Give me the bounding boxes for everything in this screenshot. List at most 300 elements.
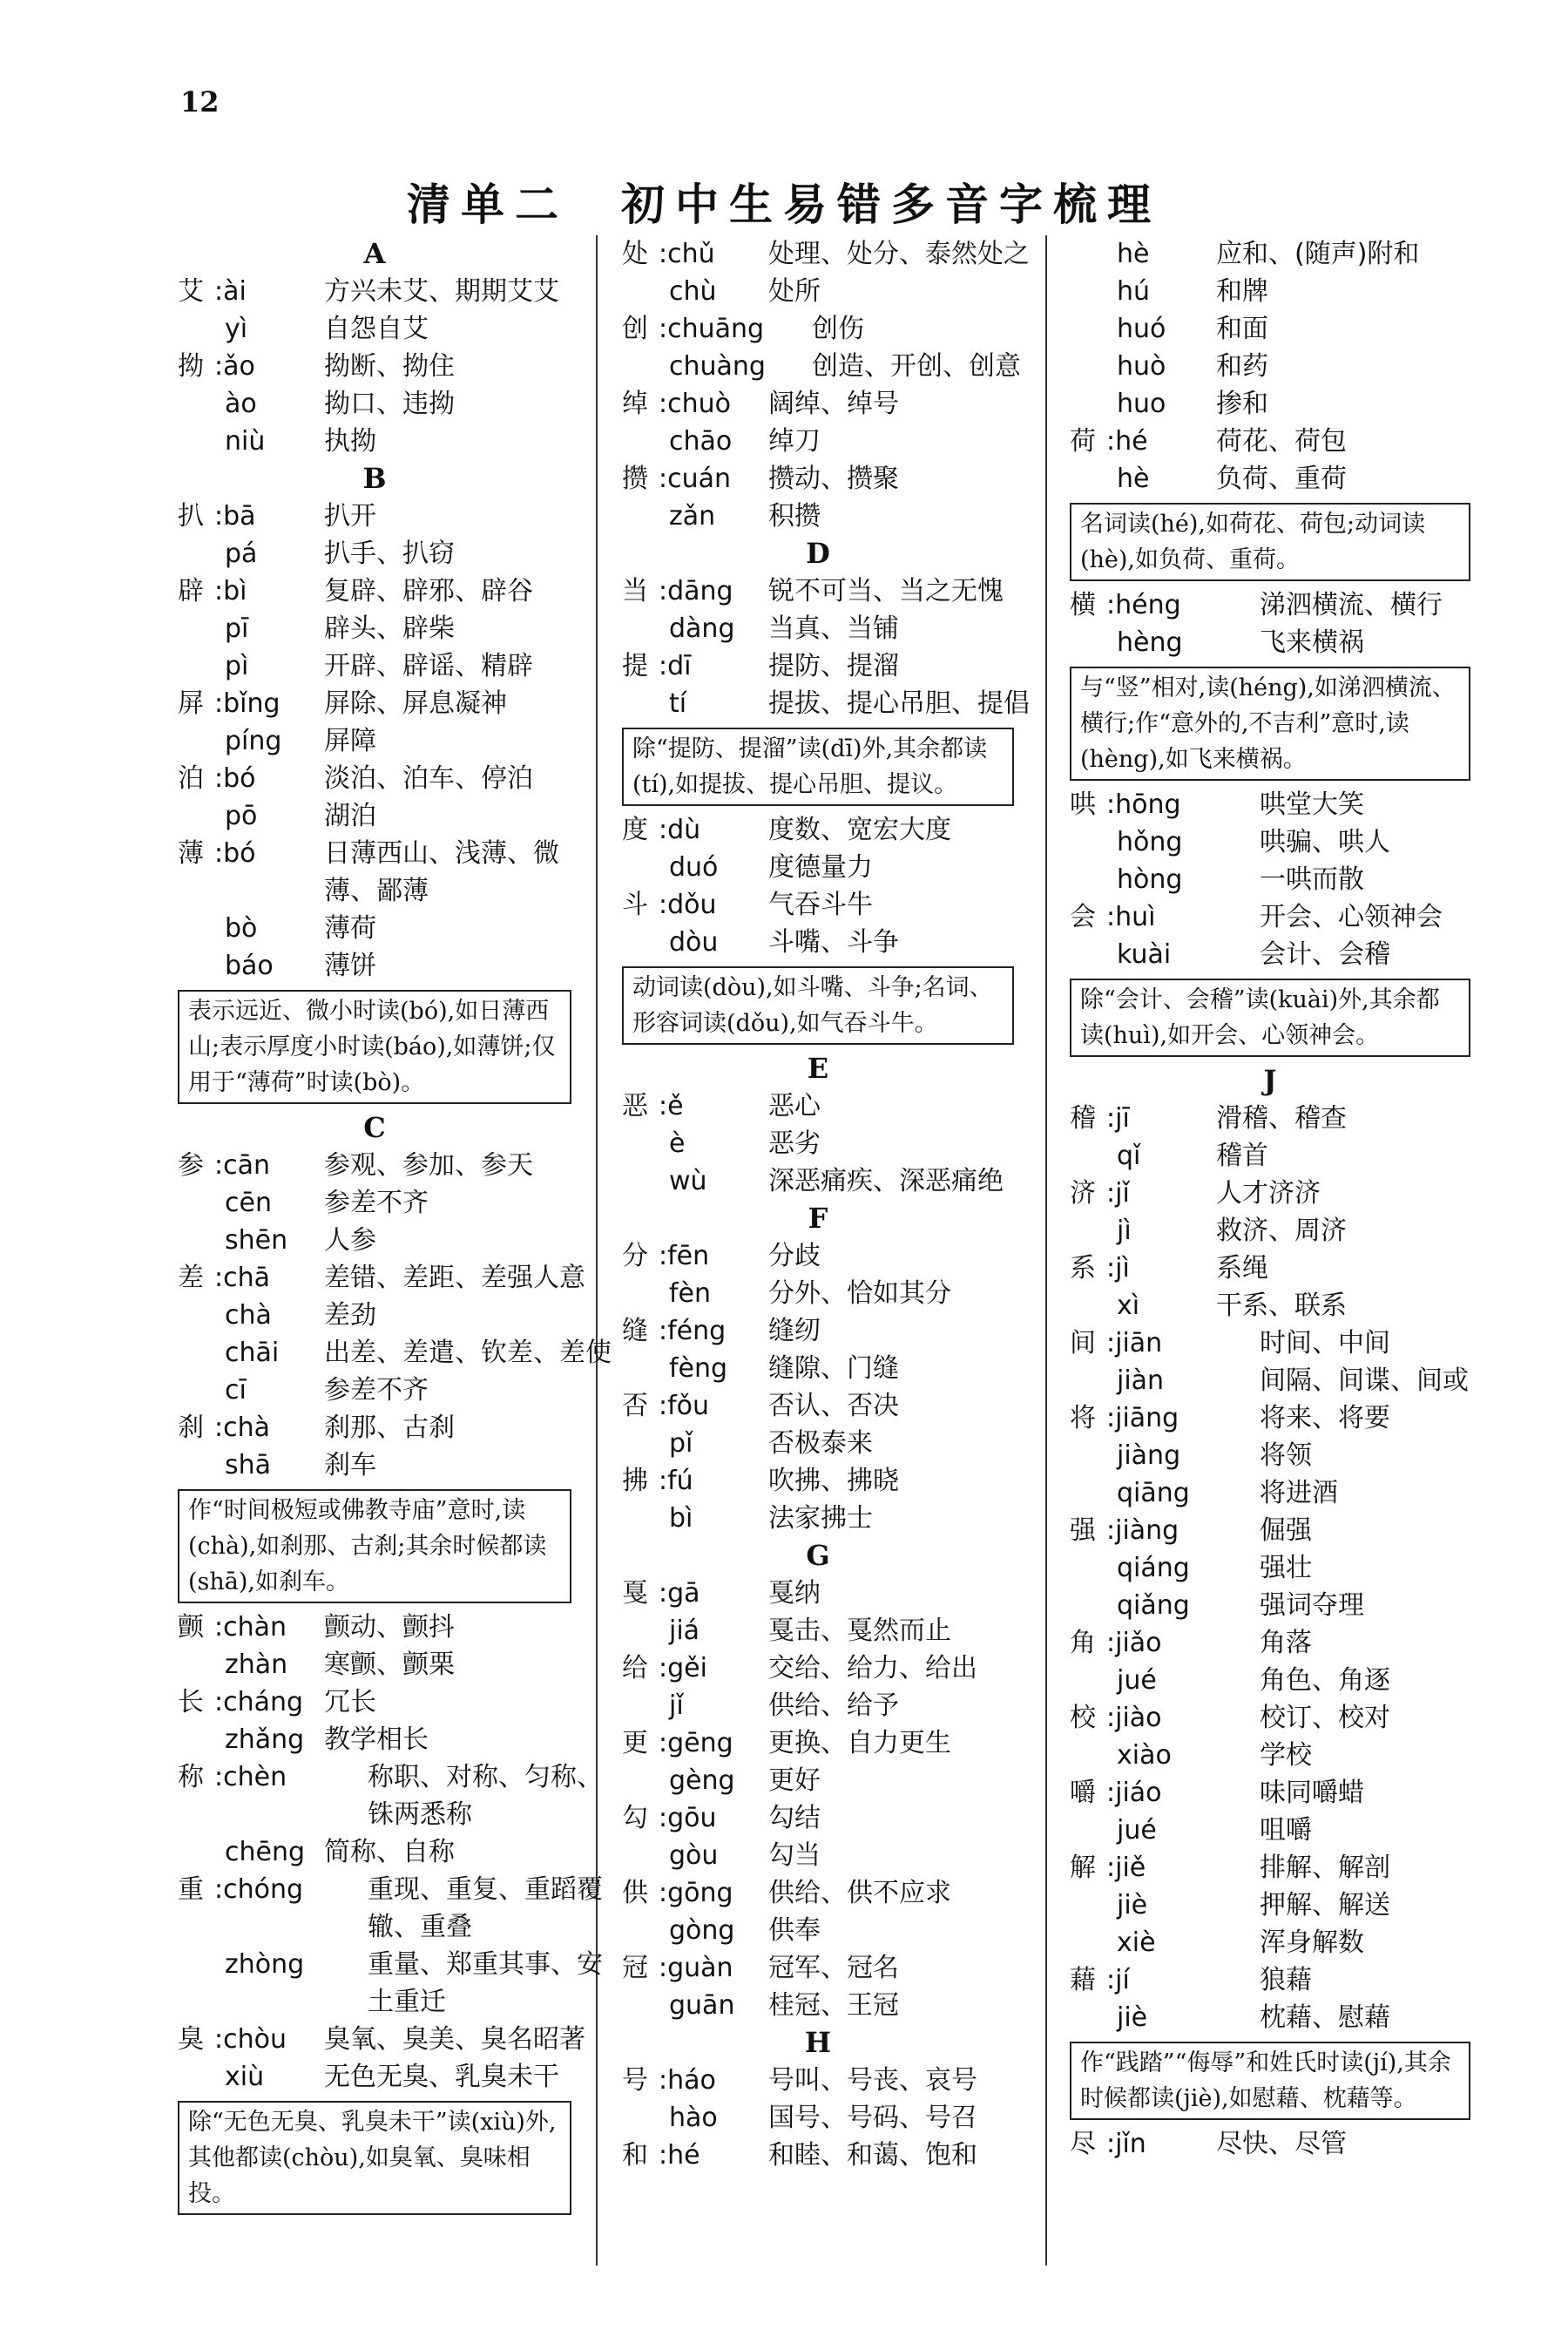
entry-examples: 负荷、重荷 (1216, 464, 1347, 494)
entry-examples: 将领 (1260, 1440, 1312, 1471)
entry-row (1070, 1137, 1470, 1175)
entry-row (622, 924, 1014, 961)
entry-pinyin: tí (669, 688, 687, 719)
entry-pinyin: bì (669, 1503, 693, 1534)
entry-pinyin: :bì (214, 576, 247, 606)
entry-pinyin: fèng (669, 1353, 728, 1384)
entry-pinyin: :ài (214, 276, 247, 307)
entry-examples: 学校 (1260, 1740, 1312, 1771)
entry-pinyin: :cuán (659, 464, 732, 494)
column-divider (1045, 235, 1047, 2266)
entry-pinyin: :cháng (214, 1687, 304, 1717)
entry-pinyin: pī (225, 613, 249, 644)
entry-examples: 国号、号码、号召 (768, 2103, 977, 2133)
entry-row (622, 1612, 1014, 1649)
entry-examples: 提防、提溜 (768, 651, 899, 681)
entry-row (178, 2058, 571, 2096)
entry-row (622, 1275, 1014, 1312)
entry-examples: 和牌 (1216, 276, 1268, 307)
entry-row (178, 685, 571, 722)
entry-row (178, 1796, 571, 1833)
entry-pinyin: jué (1117, 1815, 1157, 1846)
entry-row (622, 1687, 1014, 1724)
entry-pinyin: :dǒu (659, 890, 717, 920)
entry-row (1070, 1924, 1470, 1961)
entry-character: 当 (622, 576, 648, 606)
entry-row (622, 1724, 1014, 1762)
entry-pinyin: hào (669, 2103, 718, 2133)
entry-pinyin: fèn (669, 1278, 712, 1309)
entry-examples: 角色、角逐 (1260, 1665, 1390, 1696)
entry-pinyin: chāi (225, 1338, 280, 1368)
entry-character: 重 (178, 1874, 204, 1905)
entry-character: 刹 (178, 1412, 204, 1443)
entry-character: 强 (1070, 1515, 1096, 1546)
entry-row (622, 1837, 1014, 1874)
entry-pinyin: :jiāng (1106, 1403, 1179, 1433)
entry-row (622, 1425, 1014, 1462)
entry-examples: 强壮 (1260, 1553, 1312, 1583)
entry-pinyin: è (669, 1128, 686, 1159)
page-title (0, 170, 1568, 233)
entry-examples: 应和、(随声)附和 (1216, 239, 1420, 269)
entry-character: 给 (622, 1653, 648, 1683)
entry-pinyin: cī (225, 1375, 247, 1406)
entry-character: 更 (622, 1728, 648, 1758)
entry-examples: 出差、差遣、钦差、差使 (324, 1338, 612, 1368)
entry-pinyin: hèng (1117, 627, 1183, 658)
entry-pinyin: :jiào (1106, 1703, 1162, 1733)
entry-row (178, 1259, 585, 1297)
entry-pinyin: :fēn (659, 1241, 710, 1271)
entry-row (1070, 1812, 1470, 1849)
entry-character: 攒 (622, 464, 648, 494)
entry-pinyin: jiè (1117, 2002, 1148, 2033)
entry-row (622, 385, 1014, 423)
entry-examples: 自怨自艾 (324, 314, 429, 344)
entry-row (1070, 1587, 1470, 1624)
entry-pinyin: hè (1117, 464, 1150, 494)
section-letter: C (363, 1111, 386, 1144)
entry-pinyin: :jǐn (1106, 2129, 1146, 2159)
entry-character: 济 (1070, 1178, 1096, 1209)
column-3 (1070, 235, 1470, 2163)
entry-examples: 交给、给力、给出 (768, 1653, 977, 1683)
entry-row (622, 1087, 1014, 1125)
entry-row (1070, 423, 1470, 460)
entry-examples: 枕藉、慰藉 (1260, 2002, 1390, 2033)
entry-row (178, 872, 571, 910)
entry-row (622, 1987, 1014, 2024)
entry-pinyin: duó (669, 852, 719, 883)
entry-row (178, 498, 571, 535)
entry-examples: 戛击、戛然而止 (768, 1616, 951, 1646)
entry-examples: 差劲 (324, 1300, 376, 1331)
entry-pinyin: qiāng (1117, 1478, 1190, 1508)
entry-pinyin: :bó (214, 763, 256, 794)
entry-examples: 涕泗横流、横行 (1260, 590, 1443, 620)
entry-examples: 尽快、尽管 (1216, 2129, 1347, 2159)
entry-examples: 稽首 (1216, 1141, 1268, 1171)
entry-examples: 日薄西山、浅薄、微 (324, 838, 559, 869)
entry-pinyin: hǒng (1117, 827, 1183, 857)
entry-row (622, 610, 1014, 647)
entry-character: 系 (1070, 1253, 1096, 1284)
entry-row (622, 1500, 1014, 1537)
entry-character: 供 (622, 1878, 648, 1908)
entry-examples: 将来、将要 (1260, 1403, 1390, 1433)
entry-pinyin: píng (225, 726, 282, 756)
entry-row (622, 1125, 1014, 1162)
entry-pinyin: :gēng (659, 1728, 733, 1758)
entry-row (622, 1462, 1014, 1500)
entry-row (178, 722, 571, 760)
entry-examples: 创造、开创、创意 (812, 351, 1021, 382)
entry-examples: 辙、重叠 (368, 1912, 472, 1942)
entry-row (1070, 898, 1470, 936)
entry-pinyin: :cān (214, 1150, 270, 1181)
entry-examples: 会计、会稽 (1260, 939, 1390, 970)
entry-character: 哄 (1070, 789, 1096, 820)
entry-examples: 将进酒 (1260, 1478, 1338, 1508)
entry-row (622, 1874, 1014, 1912)
entry-row (1070, 936, 1470, 973)
entry-row (622, 310, 1014, 348)
entry-pinyin: :héng (1106, 590, 1181, 620)
entry-pinyin: xiè (1117, 1927, 1156, 1958)
entry-character: 臭 (178, 2024, 204, 2055)
entry-character: 否 (622, 1391, 648, 1421)
entry-character: 颤 (178, 1612, 204, 1643)
entry-pinyin: chēng (225, 1837, 306, 1867)
entry-pinyin: dàng (669, 613, 735, 644)
entry-character: 屏 (178, 688, 204, 719)
entry-pinyin: :ǎo (214, 351, 255, 382)
usage-note: 表示远近、微小时读(bó),如日薄西山;表示厚度小时读(báo),如薄饼;仅用于“薄荷”时读(bò)。 (178, 990, 571, 1104)
entry-row (622, 1912, 1014, 1949)
entry-examples: 勾当 (768, 1840, 821, 1871)
entry-row (622, 1575, 1014, 1612)
entry-pinyin: :hōng (1106, 789, 1181, 820)
entry-character: 冠 (622, 1953, 648, 1983)
entry-pinyin: :guàn (659, 1953, 733, 1983)
section-letter: B (362, 462, 387, 495)
entry-examples: 咀嚼 (1260, 1815, 1312, 1846)
entry-row (622, 1387, 1014, 1425)
entry-row (622, 1237, 1014, 1275)
entry-examples: 攒动、攒聚 (768, 464, 899, 494)
entry-row (622, 886, 1014, 924)
entry-examples: 辟头、辟柴 (324, 613, 455, 644)
entry-row (178, 797, 571, 835)
entry-row (1070, 1549, 1470, 1587)
entry-examples: 铢两悉称 (368, 1799, 472, 1830)
entry-pinyin: :bó (214, 838, 256, 869)
entry-examples: 押解、解送 (1260, 1890, 1390, 1920)
entry-row (622, 1649, 1014, 1687)
entry-row (1070, 1212, 1470, 1250)
entry-examples: 强词夺理 (1260, 1590, 1364, 1621)
entry-character: 角 (1070, 1628, 1096, 1658)
entry-row (178, 610, 571, 647)
entry-examples: 屏障 (324, 726, 376, 756)
entry-character: 斗 (622, 890, 648, 920)
entry-row (178, 423, 571, 460)
entry-pinyin: huó (1117, 314, 1166, 344)
entry-row (178, 1908, 571, 1946)
entry-character: 间 (1070, 1328, 1096, 1358)
entry-row (622, 647, 1014, 685)
entry-row (1070, 235, 1470, 273)
entry-row (1070, 823, 1470, 861)
entry-character: 拗 (178, 351, 204, 382)
entry-character: 提 (622, 651, 648, 681)
entry-pinyin: xiù (225, 2062, 265, 2092)
entry-examples: 供给、给予 (768, 1690, 899, 1721)
entry-examples: 称职、对称、匀称、 (368, 1762, 603, 1792)
entry-pinyin: gòu (669, 1840, 719, 1871)
entry-examples: 狼藉 (1260, 1965, 1312, 1995)
entry-row (178, 647, 571, 685)
entry-row (622, 423, 1014, 460)
entry-examples: 气吞斗牛 (768, 890, 873, 920)
entry-row (622, 273, 1014, 310)
section-letter: D (806, 537, 830, 570)
section-letter: J (1263, 1064, 1277, 1097)
entry-examples: 臭氧、臭美、臭名昭著 (324, 2024, 585, 2055)
entry-row (178, 1721, 571, 1758)
entry-row (178, 1758, 603, 1796)
entry-examples: 屏除、屏息凝神 (324, 688, 507, 719)
entry-examples: 恶劣 (768, 1128, 821, 1159)
entry-character: 校 (1070, 1703, 1096, 1733)
entry-examples: 阔绰、绰号 (768, 389, 899, 419)
entry-character: 处 (622, 239, 648, 269)
entry-pinyin: chāo (669, 426, 733, 457)
section-letter: E (807, 1052, 829, 1085)
entry-examples: 刹车 (324, 1450, 376, 1480)
entry-pinyin: qiáng (1117, 1553, 1190, 1583)
entry-row (178, 1983, 571, 2021)
entry-examples: 薄饼 (324, 951, 376, 981)
usage-note: 动词读(dòu),如斗嘴、斗争;名词、形容词读(dǒu),如气吞斗牛。 (622, 966, 1014, 1045)
entry-examples: 重现、重复、重蹈覆 (368, 1874, 603, 1905)
entry-character: 会 (1070, 902, 1096, 932)
entry-pinyin: zhòng (225, 1949, 305, 1980)
entry-pinyin: shēn (225, 1225, 288, 1256)
entry-examples: 斗嘴、斗争 (768, 927, 899, 958)
entry-row (1070, 1399, 1470, 1437)
entry-pinyin: jiè (1117, 1890, 1148, 1920)
entry-row (1070, 1474, 1470, 1512)
entry-character: 差 (178, 1263, 204, 1293)
entry-examples: 吹拂、拂晓 (768, 1466, 899, 1496)
entry-examples: 积攒 (768, 501, 821, 532)
entry-row (622, 1350, 1014, 1387)
entry-examples: 无色无臭、乳臭未干 (324, 2062, 559, 2092)
entry-examples: 恶心 (768, 1091, 821, 1121)
entry-pinyin: :chàn (214, 1612, 287, 1643)
entry-row (1070, 1887, 1470, 1924)
entry-examples: 和面 (1216, 314, 1268, 344)
entry-examples: 执拗 (324, 426, 376, 457)
entry-row (1070, 1699, 1470, 1737)
entry-pinyin: pǐ (669, 1428, 693, 1459)
entry-pinyin: báo (225, 951, 274, 981)
entry-row (178, 2021, 585, 2058)
entry-pinyin: niù (225, 426, 266, 457)
entry-examples: 绰刀 (768, 426, 821, 457)
entry-pinyin: :chòu (214, 2024, 287, 2055)
entry-examples: 淡泊、泊车、停泊 (324, 763, 533, 794)
entry-pinyin: :chǔ (659, 239, 715, 269)
entry-pinyin: jué (1117, 1665, 1157, 1696)
section-letter: A (363, 237, 386, 270)
entry-row (1070, 385, 1470, 423)
entry-examples: 人才济济 (1216, 1178, 1321, 1209)
entry-examples: 和睦、和蔼、饱和 (768, 2140, 977, 2171)
entry-pinyin: :féng (659, 1316, 727, 1346)
entry-pinyin: :dī (659, 651, 692, 681)
entry-row (1070, 1100, 1470, 1137)
entry-row (1070, 1362, 1470, 1399)
entry-pinyin: :chuò (659, 389, 731, 419)
entry-examples: 处所 (768, 276, 821, 307)
entry-pinyin: :fǒu (659, 1391, 710, 1421)
entry-pinyin: :dù (659, 815, 701, 845)
page-number: 12 (180, 85, 220, 119)
entry-pinyin: huò (1117, 351, 1166, 382)
entry-row (1070, 1250, 1470, 1287)
entry-row (1070, 348, 1470, 385)
entry-row (178, 1184, 571, 1222)
entry-pinyin: jiàng (1117, 1440, 1181, 1471)
title-part-1: 清单二 (407, 179, 569, 230)
entry-row (178, 1372, 571, 1409)
entry-row (622, 498, 1014, 535)
entry-pinyin: xiào (1117, 1740, 1172, 1771)
entry-examples: 差错、差距、差强人意 (324, 1263, 585, 1293)
column-2 (622, 235, 1030, 2174)
entry-examples: 分歧 (768, 1241, 821, 1271)
entry-row (1070, 1999, 1470, 2036)
entry-row (178, 1297, 571, 1334)
entry-character: 创 (622, 314, 648, 344)
entry-row (622, 1162, 1014, 1200)
usage-note: 与“竖”相对,读(héng),如涕泗横流、横行;作“意外的,不吉利”意时,读(hèng),如飞来横祸。 (1070, 667, 1470, 781)
entry-row (178, 572, 571, 610)
entry-row (622, 811, 1014, 849)
entry-row (178, 1646, 571, 1683)
entry-examples: 度数、宽宏大度 (768, 815, 951, 845)
entry-pinyin: :dāng (659, 576, 733, 606)
title-part-2: 初中生易错多音字梳理 (621, 179, 1161, 230)
entry-pinyin: :gā (659, 1578, 700, 1609)
entry-pinyin: chù (669, 276, 717, 307)
entry-row (622, 460, 1014, 498)
entry-character: 参 (178, 1150, 204, 1181)
section-letter: G (806, 1539, 830, 1572)
entry-row (1070, 1849, 1470, 1887)
entry-examples: 味同嚼蜡 (1260, 1778, 1364, 1808)
entry-examples: 扒手、扒窃 (324, 539, 455, 569)
entry-examples: 法家拂士 (768, 1503, 873, 1534)
entry-pinyin: :jǐ (1106, 1178, 1130, 1209)
entry-row (1070, 1774, 1470, 1812)
entry-pinyin: :jiě (1106, 1853, 1146, 1883)
entry-pinyin: :chā (214, 1263, 270, 1293)
entry-examples: 勾结 (768, 1803, 821, 1833)
entry-pinyin: qǐ (1117, 1141, 1141, 1171)
entry-character: 戛 (622, 1578, 648, 1609)
entry-pinyin: kuài (1117, 939, 1172, 970)
entry-row (622, 1762, 1014, 1799)
entry-row (178, 348, 571, 385)
entry-pinyin: :fú (659, 1466, 693, 1496)
entry-row (178, 947, 571, 985)
entry-character: 绰 (622, 389, 648, 419)
entry-pinyin: :háo (659, 2065, 716, 2096)
entry-character: 将 (1070, 1403, 1096, 1433)
entry-examples: 简称、自称 (324, 1837, 455, 1867)
entry-pinyin: :jiáo (1106, 1778, 1162, 1808)
entry-row (178, 835, 571, 872)
entry-pinyin: huo (1117, 389, 1166, 419)
entry-pinyin: jì (1117, 1216, 1132, 1246)
entry-row (178, 1446, 571, 1484)
entry-examples: 薄荷 (324, 913, 376, 944)
entry-character: 横 (1070, 590, 1096, 620)
entry-examples: 供给、供不应求 (768, 1878, 951, 1908)
entry-examples: 深恶痛疾、深恶痛绝 (768, 1166, 1004, 1196)
entry-pinyin: qiǎng (1117, 1590, 1190, 1621)
entry-examples: 教学相长 (324, 1724, 429, 1755)
entry-row (1070, 1662, 1470, 1699)
entry-pinyin: zǎn (669, 501, 716, 532)
entry-row (622, 2099, 1014, 2137)
entry-examples: 当真、当铺 (768, 613, 899, 644)
entry-examples: 供奉 (768, 1915, 821, 1946)
entry-examples: 分外、恰如其分 (768, 1278, 951, 1309)
entry-pinyin: :bǐng (214, 688, 280, 719)
entry-row (178, 385, 571, 423)
entry-pinyin: shā (225, 1450, 272, 1480)
entry-pinyin: hè (1117, 239, 1150, 269)
entry-examples: 号叫、号丧、哀号 (768, 2065, 977, 2096)
entry-pinyin: :chèn (214, 1762, 287, 1792)
entry-row (622, 1312, 1014, 1350)
entry-row (622, 685, 1030, 722)
entry-character: 艾 (178, 276, 204, 307)
entry-pinyin: :huì (1106, 902, 1156, 932)
entry-row (1070, 1624, 1470, 1662)
entry-pinyin: bò (225, 913, 258, 944)
entry-pinyin: chà (225, 1300, 272, 1331)
entry-row (178, 1222, 571, 1259)
entry-character: 藉 (1070, 1965, 1096, 1995)
usage-note: 除“提防、提溜”读(dī)外,其余都读(tí),如提拔、提心吊胆、提议。 (622, 728, 1014, 806)
usage-note: 除“无色无臭、乳臭未干”读(xiù)外,其他都读(chòu),如臭氧、臭味相投。 (178, 2101, 571, 2215)
entry-row (1070, 1512, 1470, 1549)
entry-character: 嚼 (1070, 1778, 1096, 1808)
entry-examples: 薄、鄙薄 (324, 876, 429, 906)
entry-row (1070, 2125, 1470, 2163)
entry-examples: 缝隙、门缝 (768, 1353, 899, 1384)
entry-character: 勾 (622, 1803, 648, 1833)
entry-row (178, 1833, 571, 1871)
entry-row (1070, 310, 1470, 348)
entry-character: 扒 (178, 501, 204, 532)
